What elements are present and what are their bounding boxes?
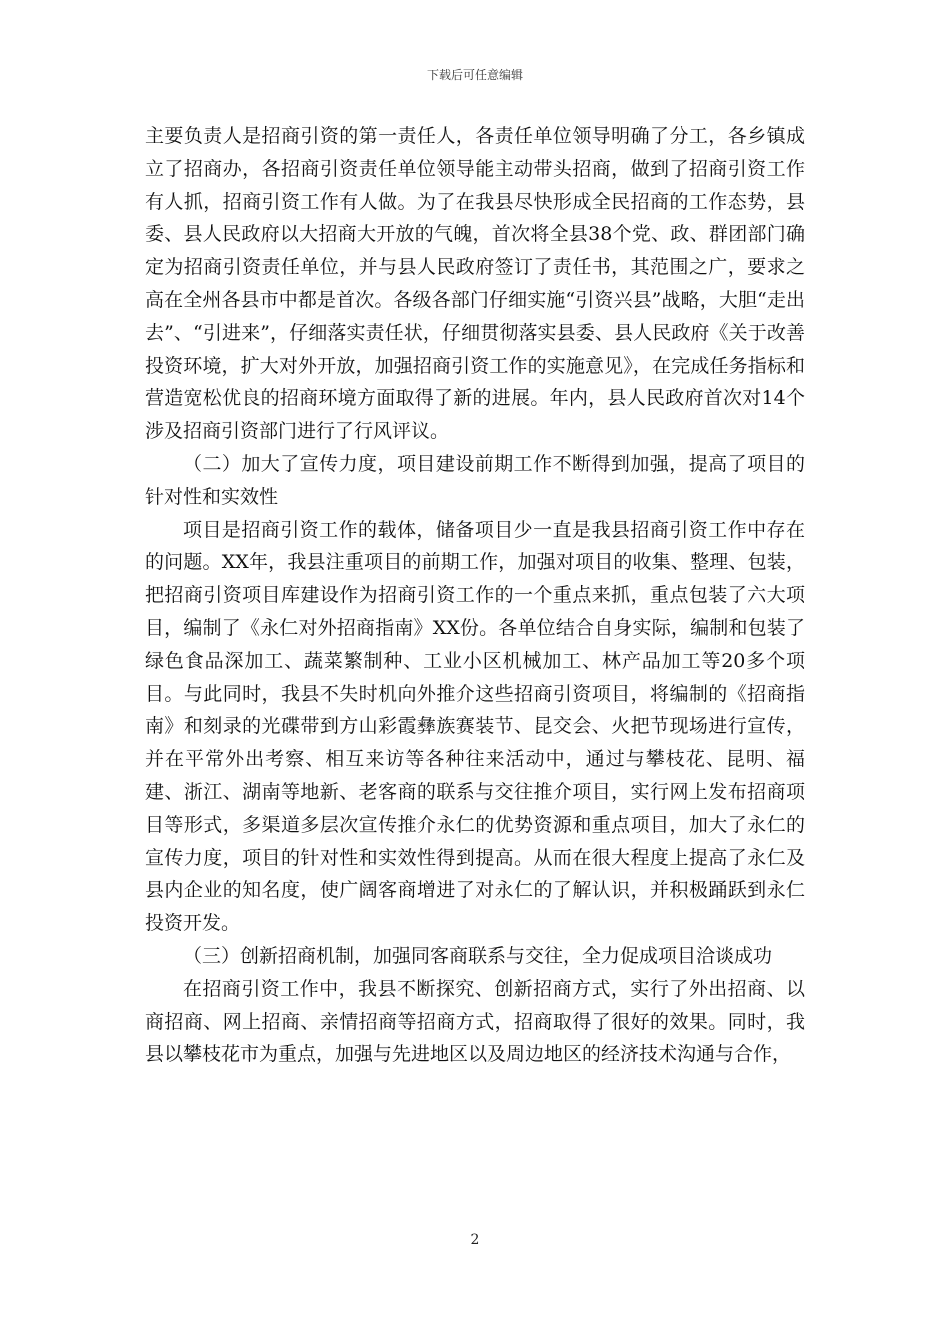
section-heading-2: （二）加大了宣传力度，项目建设前期工作不断得到加强，提高了项目的针对性和实效性: [145, 452, 805, 508]
page-header: 下载后可任意编辑: [426, 68, 523, 82]
page-number: 2: [470, 1232, 480, 1248]
section-heading-3: （三）创新招商机制，加强同客商联系与交往，全力促成项目洽谈成功: [183, 944, 773, 967]
paragraph-continued: 主要负责人是招商引资的第一责任人，各责任单位领导明确了分工，各乡镇成立了招商办，各招商引资责任单位领导能主动带头招商，做到了招商引资工作有人抓，招商引资工作有人做。为了在我县尽快形成全民招商的工作态势，县委、县人民政府以大招商大开放的气魄，首次将全县38个党、政、群团部门确定为招商引资责任单位，并与县人民政府签订了责任书，其范围之广，要求之高在全州各县市中都是首次。各级各部门仔细实施“引资兴县”战略，大胆“走出去”、“引进来”，仔细落实责任状，仔细贯彻落实县委、县人民政府《关于改善投资环境，扩大对外开放，加强招商引资工作的实施意见》，在完成任务指标和营造宽松优良的招商环境方面取得了新的进展。年内，县人民政府首次对14个涉及招商引资部门进行了行风评议。: [145, 125, 805, 443]
body-text: [145, 120, 805, 1071]
paragraph: 项目是招商引资工作的载体，储备项目少一直是我县招商引资工作中存在的问题。XX年，我县注重项目的前期工作，加强对项目的收集、整理、包装，把招商引资项目库建设作为招商引资工作的一个重点来抓，重点包装了六大项目，编制了《永仁对外招商指南》XX份。各单位结合自身实际，编制和包装了绿色食品深加工、蔬菜繁制种、工业小区机械加工、林产品加工等20多个项目。与此同时，我县不失时机向外推介这些招商引资项目，将编制的《招商指南》和刻录的光碟带到方山彩霞彝族赛装节、昆交会、火把节现场进行宣传，并在平常外出考察、相互来访等各种往来活动中，通过与攀枝花、昆明、福建、浙江、湖南等地新、老客商的联系与交往推介项目，实行网上发布招商项目等形式，多渠道多层次宣传推介永仁的优势资源和重点项目，加大了永仁的宣传力度，项目的针对性和实效性得到提高。从而在很大程度上提高了永仁及县内企业的知名度，使广阔客商增进了对永仁的了解认识，并积极踊跃到永仁投资开发。: [145, 518, 805, 935]
paragraph: 在招商引资工作中，我县不断探究、创新招商方式，实行了外出招商、以商招商、网上招商、亲情招商等招商方式，招商取得了很好的效果。同时，我县以攀枝花市为重点，加强与先进地区以及周边地区的经济技术沟通与合作，: [145, 977, 805, 1066]
